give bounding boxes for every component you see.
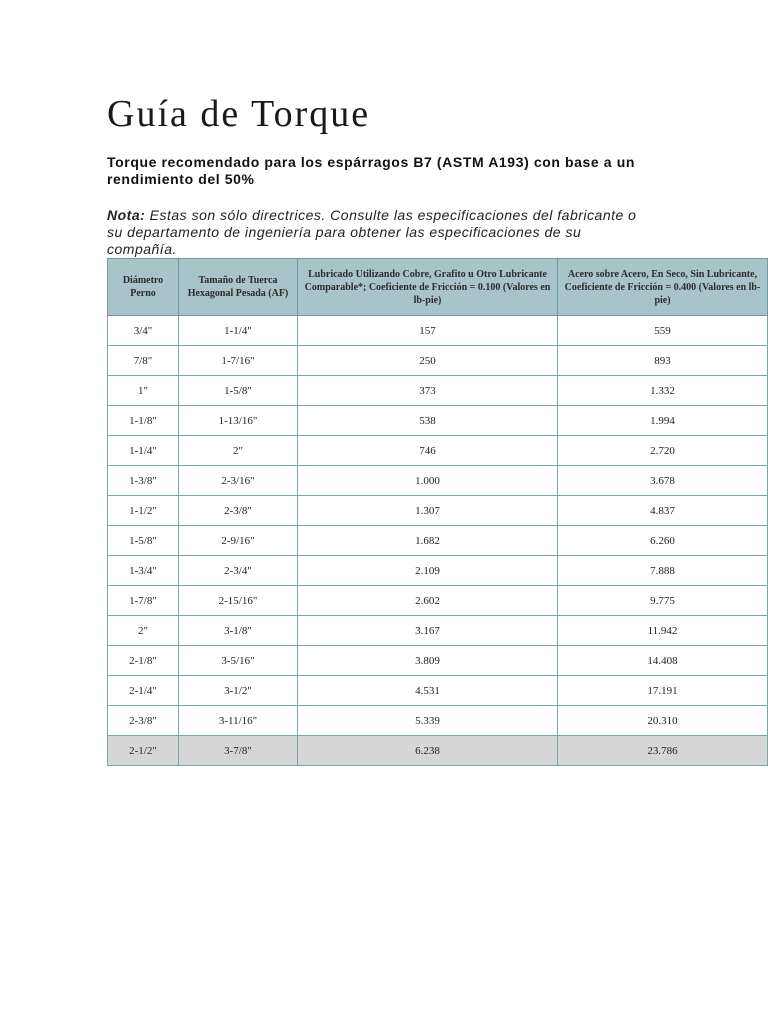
bolt-diameter-cell: 1-1/4": [108, 436, 179, 466]
table-row: [108, 496, 768, 526]
lubricated-torque-cell: 1.307: [298, 496, 558, 526]
bolt-diameter-cell: 2-1/4": [108, 676, 179, 706]
torque-table: [107, 258, 768, 766]
table-row: [108, 616, 768, 646]
bolt-diameter-cell: 2-1/8": [108, 646, 179, 676]
nut-size-cell: 1-1/4": [179, 316, 298, 346]
nut-size-cell: 1-7/16": [179, 346, 298, 376]
header-lubricated-torque: Lubricado Utilizando Cobre, Grafito u Otro Lubricante Comparable*; Coeficiente de Fricción = 0.100 (Valores en lb-pie): [298, 259, 558, 316]
table-row: [108, 646, 768, 676]
table-row: [108, 676, 768, 706]
nut-size-cell: 2-15/16": [179, 586, 298, 616]
table-row: [108, 736, 768, 766]
nut-size-cell: 3-1/2": [179, 676, 298, 706]
table-row: [108, 706, 768, 736]
lubricated-torque-cell: 6.238: [298, 736, 558, 766]
dry-torque-cell: 893: [558, 346, 768, 376]
dry-torque-cell: 17.191: [558, 676, 768, 706]
nut-size-cell: 3-7/8": [179, 736, 298, 766]
header-bolt-diameter: Diámetro Perno: [108, 259, 179, 316]
table-row: [108, 376, 768, 406]
lubricated-torque-cell: 373: [298, 376, 558, 406]
header-nut-size: Tamaño de Tuerca Hexagonal Pesada (AF): [179, 259, 298, 316]
dry-torque-cell: 6.260: [558, 526, 768, 556]
header-dry-torque: Acero sobre Acero, En Seco, Sin Lubricante, Coeficiente de Fricción = 0.400 (Valores en lb-pie): [558, 259, 768, 316]
bolt-diameter-cell: 2": [108, 616, 179, 646]
dry-torque-cell: 3.678: [558, 466, 768, 496]
bolt-diameter-cell: 7/8": [108, 346, 179, 376]
dry-torque-cell: 7.888: [558, 556, 768, 586]
lubricated-torque-cell: 3.167: [298, 616, 558, 646]
nut-size-cell: 3-1/8": [179, 616, 298, 646]
nut-size-cell: 3-11/16": [179, 706, 298, 736]
dry-torque-cell: 20.310: [558, 706, 768, 736]
nut-size-cell: 2-3/8": [179, 496, 298, 526]
table-row: [108, 556, 768, 586]
table-row: [108, 526, 768, 556]
subtitle: Torque recomendado para los espárragos B7 (ASTM A193) con base a un rendimiento del 50%: [107, 154, 635, 187]
dry-torque-cell: 23.786: [558, 736, 768, 766]
bolt-diameter-cell: 1-5/8": [108, 526, 179, 556]
table-row: [108, 436, 768, 466]
dry-torque-cell: 14.408: [558, 646, 768, 676]
nut-size-cell: 2-3/16": [179, 466, 298, 496]
lubricated-torque-cell: 746: [298, 436, 558, 466]
bolt-diameter-cell: 2-3/8": [108, 706, 179, 736]
dry-torque-cell: 4.837: [558, 496, 768, 526]
dry-torque-cell: 2.720: [558, 436, 768, 466]
table-row: [108, 316, 768, 346]
bolt-diameter-cell: 1-1/2": [108, 496, 179, 526]
table-row: [108, 406, 768, 436]
dry-torque-cell: 11.942: [558, 616, 768, 646]
lubricated-torque-cell: 1.000: [298, 466, 558, 496]
bolt-diameter-cell: 3/4": [108, 316, 179, 346]
dry-torque-cell: 9.775: [558, 586, 768, 616]
note-label: Nota:: [107, 207, 146, 223]
bolt-diameter-cell: 1-1/8": [108, 406, 179, 436]
nut-size-cell: 2-9/16": [179, 526, 298, 556]
table-row: [108, 586, 768, 616]
page-title: Guía de Torque: [107, 93, 371, 135]
note-text: Estas son sólo directrices. Consulte las especificaciones del fabricante o su departamento de ingeniería para obtener las especificaciones de su compañía.: [107, 207, 637, 257]
nut-size-cell: 2-3/4": [179, 556, 298, 586]
lubricated-torque-cell: 157: [298, 316, 558, 346]
lubricated-torque-cell: 1.682: [298, 526, 558, 556]
lubricated-torque-cell: 4.531: [298, 676, 558, 706]
nut-size-cell: 1-13/16": [179, 406, 298, 436]
nut-size-cell: 3-5/16": [179, 646, 298, 676]
lubricated-torque-cell: 2.602: [298, 586, 558, 616]
note: [107, 207, 647, 258]
bolt-diameter-cell: 1": [108, 376, 179, 406]
dry-torque-cell: 1.332: [558, 376, 768, 406]
nut-size-cell: 1-5/8": [179, 376, 298, 406]
table-header-row: [108, 259, 768, 316]
lubricated-torque-cell: 5.339: [298, 706, 558, 736]
lubricated-torque-cell: 3.809: [298, 646, 558, 676]
bolt-diameter-cell: 1-3/8": [108, 466, 179, 496]
lubricated-torque-cell: 538: [298, 406, 558, 436]
bolt-diameter-cell: 2-1/2": [108, 736, 179, 766]
bolt-diameter-cell: 1-7/8": [108, 586, 179, 616]
table-body: [108, 316, 768, 766]
dry-torque-cell: 559: [558, 316, 768, 346]
table-row: [108, 466, 768, 496]
bolt-diameter-cell: 1-3/4": [108, 556, 179, 586]
table-row: [108, 346, 768, 376]
dry-torque-cell: 1.994: [558, 406, 768, 436]
lubricated-torque-cell: 2.109: [298, 556, 558, 586]
nut-size-cell: 2": [179, 436, 298, 466]
lubricated-torque-cell: 250: [298, 346, 558, 376]
